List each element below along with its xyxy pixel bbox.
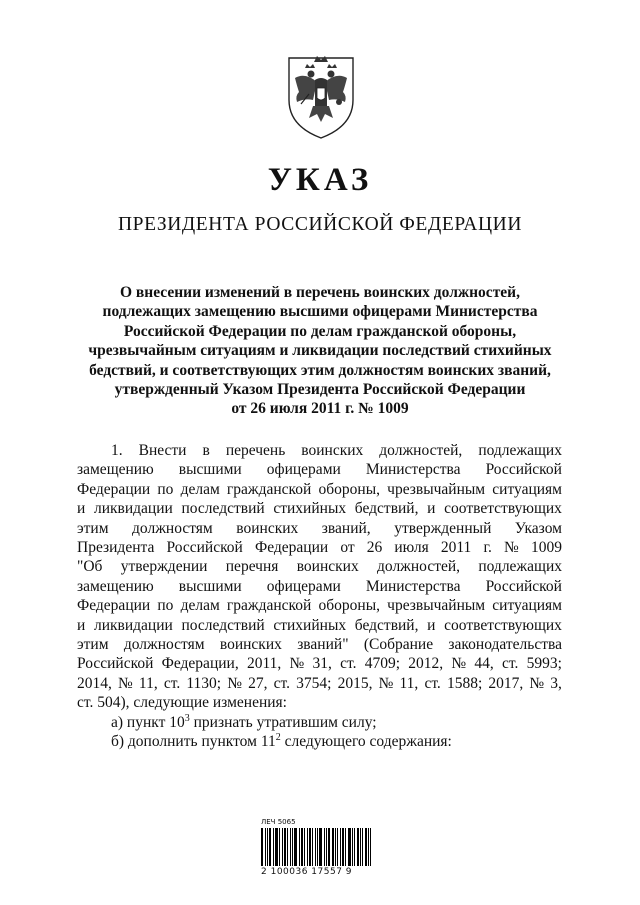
word: и — [77, 616, 86, 634]
item-a-superscript: 3 — [184, 712, 190, 724]
word: (Собрание — [363, 636, 434, 654]
word: этим — [77, 636, 109, 654]
word: № — [504, 539, 519, 557]
word: чрезвычайным — [387, 597, 486, 615]
barcode-bar — [362, 828, 363, 866]
body-line — [77, 519, 562, 538]
word: бедствий, — [354, 616, 419, 634]
barcode-bar — [269, 828, 271, 866]
body-line — [77, 538, 562, 557]
word: обороны, — [318, 597, 380, 615]
document-subtitle: ПРЕЗИДЕНТА РОССИЙСКОЙ ФЕДЕРАЦИИ — [117, 214, 523, 235]
word: ликвидации — [93, 616, 173, 634]
word: обороны, — [318, 480, 380, 498]
word: 11, — [138, 674, 158, 692]
barcode-bar — [307, 828, 308, 866]
heading-line: О внесении изменений в перечень воинских должностей, — [120, 284, 520, 301]
word: воинских — [296, 558, 359, 576]
word: офицерами — [266, 461, 341, 479]
barcode-bar — [315, 828, 316, 866]
word: № — [378, 674, 394, 692]
word: соответствующих — [444, 500, 562, 518]
body-line — [77, 441, 562, 460]
barcode-number: 2 100036 17557 9 — [261, 867, 353, 877]
barcode-bar — [354, 828, 355, 866]
heading-line: подлежащих замещению высшими офицерами Министерства — [102, 303, 538, 321]
word: 1130; — [186, 674, 222, 692]
word: воинских — [219, 636, 282, 654]
barcode-stamp: ЛЕЧ 5065 — [261, 818, 296, 826]
word: ликвидации — [93, 500, 173, 518]
word: воинских — [236, 519, 299, 537]
word: Федерации — [77, 480, 151, 498]
word: замещению — [77, 577, 154, 595]
word: 3, — [550, 674, 562, 692]
body-line: ст. 504), следующие изменения: — [77, 694, 287, 712]
word: ст. — [424, 674, 441, 692]
word: 2011, — [246, 655, 282, 673]
word: бедствий, — [354, 500, 419, 518]
word: должностей, — [379, 442, 463, 459]
barcode-bar — [365, 828, 367, 866]
word: Федерации — [254, 539, 329, 557]
barcode-bar — [299, 828, 300, 866]
word: Указом — [514, 519, 562, 537]
word: Министерства — [365, 461, 461, 479]
word: должностей, — [377, 558, 461, 576]
word: июля — [394, 539, 429, 557]
barcode-bar — [282, 828, 283, 866]
word: званий" — [297, 636, 349, 654]
word: 2017, — [488, 674, 524, 692]
barcode-bar — [352, 828, 353, 866]
item-a-text: а) пункт 10 — [111, 713, 185, 731]
word: "Об — [77, 558, 103, 576]
word: 2011 — [440, 539, 472, 557]
word: № — [118, 674, 133, 692]
word: последствий — [181, 500, 265, 518]
barcode-bar — [284, 828, 286, 866]
document-title: УКАЗ — [267, 162, 373, 198]
word: 1588; — [446, 674, 483, 692]
barcode-bar — [265, 828, 266, 866]
word: г. — [483, 539, 492, 557]
barcode-bar — [342, 828, 344, 866]
item-b — [77, 732, 562, 751]
body-line — [77, 635, 562, 654]
word: ст. — [340, 655, 357, 673]
barcode-bar — [370, 828, 371, 866]
word: воинских — [301, 442, 364, 459]
barcode-bar — [345, 828, 346, 866]
word: от — [340, 539, 355, 557]
word: 2015, — [337, 674, 373, 692]
word: Российской — [485, 577, 562, 595]
barcode-bar — [309, 828, 311, 866]
word: соответствующих — [444, 616, 562, 634]
word: высшими — [178, 577, 242, 595]
word: Президента — [77, 539, 155, 557]
word: по — [157, 480, 174, 498]
word: подлежащих — [478, 558, 562, 576]
word: законодательства — [448, 636, 562, 654]
word: 1. — [111, 442, 123, 459]
barcode-bar — [368, 828, 369, 866]
word: 2012, — [408, 655, 444, 673]
body-line — [77, 616, 562, 635]
word: 44, — [474, 655, 494, 673]
word: утверждении — [120, 558, 208, 576]
word: в — [202, 442, 210, 459]
body-line — [77, 460, 562, 479]
barcode-bar — [317, 828, 318, 866]
word: № — [529, 674, 545, 692]
barcode-bar — [301, 828, 303, 866]
barcode — [261, 818, 377, 877]
word: и — [427, 500, 436, 518]
word: 26 — [366, 539, 383, 557]
word: последствий — [181, 616, 265, 634]
word: и — [427, 616, 436, 634]
word: 5993; — [526, 655, 562, 673]
word: 31, — [312, 655, 332, 673]
barcode-bar — [261, 828, 263, 866]
word: 2014, — [77, 674, 112, 692]
barcode-bar — [292, 828, 293, 866]
word: 3754; — [296, 674, 332, 692]
word: Внести — [138, 442, 187, 459]
word: званий, — [321, 519, 371, 537]
body-line — [77, 577, 562, 596]
word: Федерации, — [161, 655, 239, 673]
word: делам — [180, 597, 220, 615]
word: 27, — [248, 674, 268, 692]
barcode-bar — [348, 828, 351, 866]
barcode-bar — [312, 828, 313, 866]
barcode-bar — [335, 828, 336, 866]
barcode-bar — [267, 828, 268, 866]
word: Российской — [166, 539, 243, 557]
body-line — [77, 557, 562, 576]
word: высшими — [178, 461, 242, 479]
item-b-text: б) дополнить пунктом 11 — [111, 733, 276, 751]
body-line — [77, 596, 562, 615]
barcode-bar — [326, 828, 327, 866]
word: 1009 — [530, 539, 562, 557]
word: ст. — [273, 674, 291, 692]
word: 4709; — [364, 655, 401, 673]
item-b-superscript: 2 — [275, 732, 281, 744]
body-line — [77, 499, 562, 518]
word: № — [451, 655, 467, 673]
heading-line: Российской Федерации по делам гражданской обороны, — [123, 322, 517, 340]
decree-body — [77, 441, 562, 752]
word: должностям — [123, 636, 205, 654]
word: утвержденный — [394, 519, 492, 537]
word: Министерства — [365, 577, 461, 595]
heading-line: утвержденный Указом Президента Российской Федерации — [114, 381, 526, 399]
word: и — [77, 500, 86, 518]
word: ст. — [502, 655, 519, 673]
barcode-bar — [304, 828, 305, 866]
word: Федерации — [77, 597, 151, 615]
word: подлежащих — [478, 442, 562, 459]
barcode-bar — [294, 828, 297, 866]
word: замещению — [77, 461, 154, 479]
word: этим — [77, 519, 109, 537]
barcode-bar — [337, 828, 338, 866]
heading-line: от 26 июля 2011 г. № 1009 — [231, 400, 409, 418]
word: № — [289, 655, 305, 673]
item-a — [77, 713, 562, 732]
word: 11, — [399, 674, 419, 692]
coat-of-arms-icon — [283, 48, 359, 140]
barcode-bar — [275, 828, 278, 866]
word: ситуациям — [492, 480, 562, 498]
body-line — [77, 480, 562, 499]
barcode-bar — [357, 828, 359, 866]
word: перечень — [225, 442, 286, 459]
word: по — [157, 597, 174, 615]
word: чрезвычайным — [387, 480, 486, 498]
barcode-bar — [324, 828, 325, 866]
word: офицерами — [266, 577, 341, 595]
word: Российской — [77, 655, 154, 673]
barcode-bar — [332, 828, 334, 866]
heading-line: чрезвычайным ситуациям и ликвидации последствий стихийных — [88, 342, 552, 360]
decree-heading — [86, 283, 554, 419]
barcode-bar — [287, 828, 288, 866]
item-b-text-end: следующего содержания: — [280, 733, 452, 751]
word: Российской — [485, 461, 562, 479]
heading-line: бедствий, и соответствующих этим должностям воинских званий, — [89, 361, 551, 379]
item-a-text-end: признать утратившим силу; — [189, 713, 377, 731]
word: стихийных — [273, 616, 347, 634]
word: гражданской — [226, 480, 312, 498]
word: стихийных — [273, 500, 347, 518]
word: должностям — [132, 519, 213, 537]
barcode-bar — [290, 828, 291, 866]
word: делам — [180, 480, 220, 498]
body-line — [77, 654, 562, 673]
barcode-bar — [319, 828, 322, 866]
barcode-bar — [273, 828, 274, 866]
barcode-bars — [261, 826, 377, 866]
barcode-bar — [279, 828, 280, 866]
word: перечня — [225, 558, 279, 576]
barcode-bar — [360, 828, 361, 866]
word: ситуациям — [492, 597, 562, 615]
body-line — [77, 674, 562, 693]
barcode-bar — [328, 828, 330, 866]
word: № — [227, 674, 243, 692]
word: ст. — [163, 674, 181, 692]
word: гражданской — [226, 597, 312, 615]
barcode-bar — [340, 828, 341, 866]
